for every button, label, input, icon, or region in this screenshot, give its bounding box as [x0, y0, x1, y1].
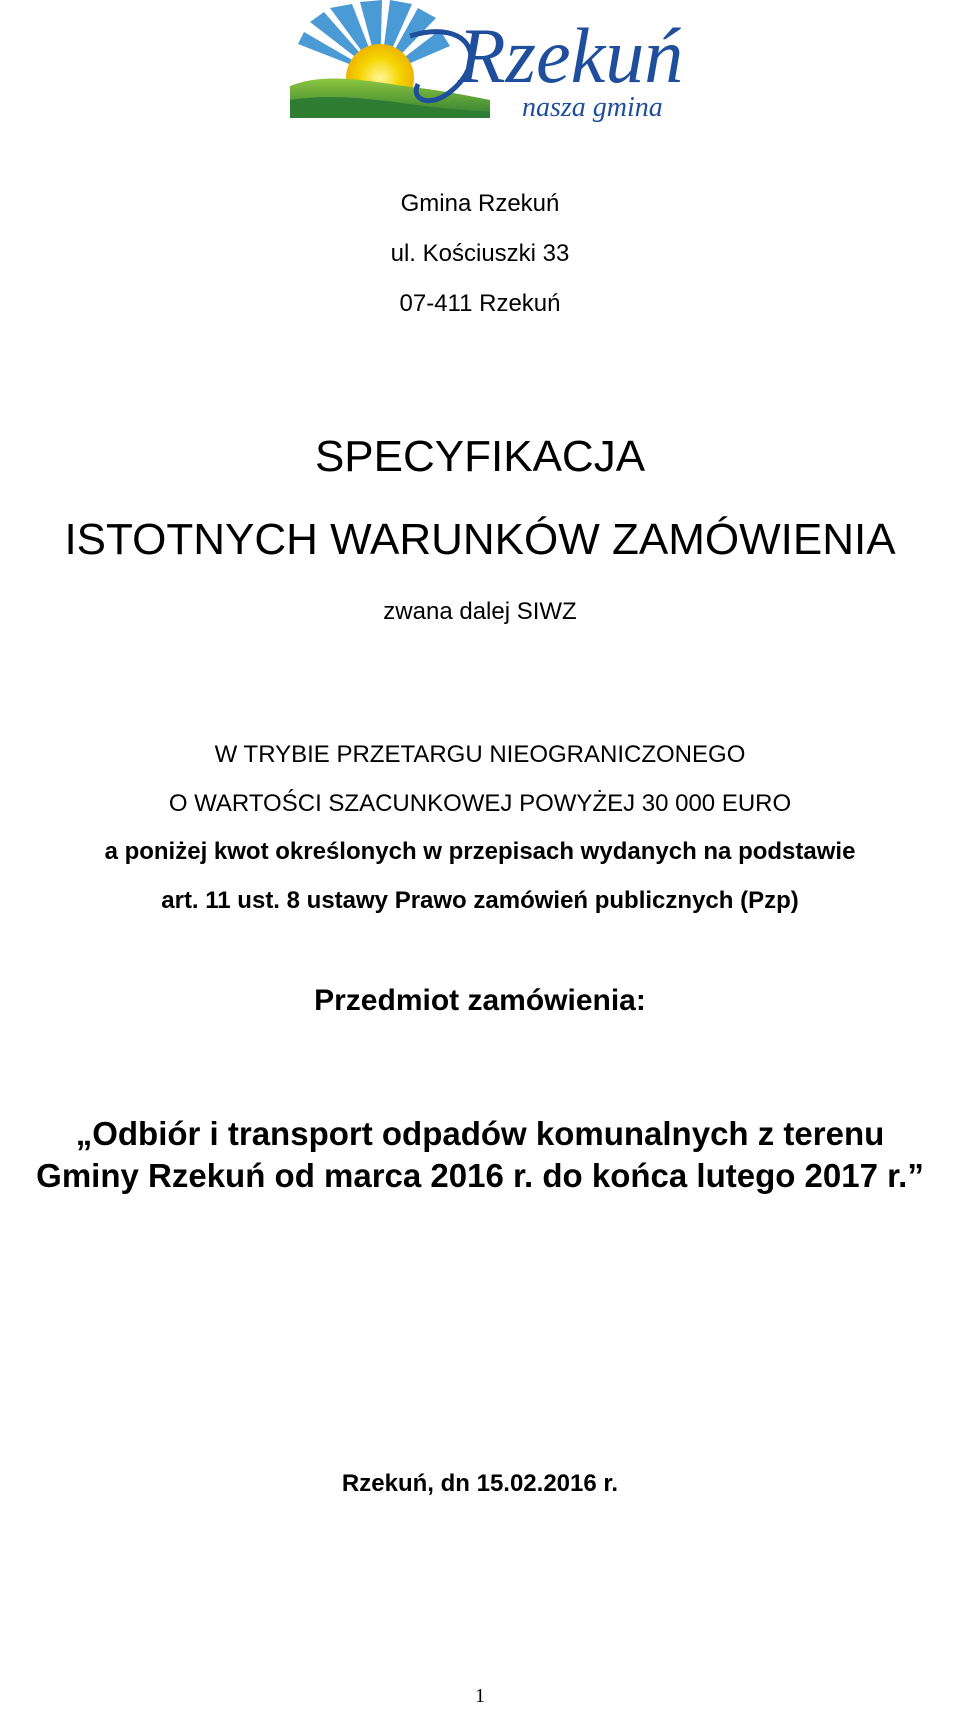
svg-text:Rzekuń: Rzekuń [458, 12, 684, 99]
municipality-logo [290, 0, 706, 128]
logo-emblem [290, 0, 706, 128]
procedure-line-4: art. 11 ust. 8 ustawy Prawo zamówień publicznych (Pzp) [161, 887, 799, 914]
subject-line-2: Gminy Rzekuń od marca 2016 r. do końca lutego 2017 r.” [36, 1157, 924, 1194]
document-abbreviation: zwana dalej SIWZ [383, 598, 577, 625]
address-line-1: Gmina Rzekuń [400, 190, 560, 217]
procedure-line-2: O WARTOŚCI SZACUNKOWEJ POWYŻEJ 30 000 EURO [168, 790, 792, 817]
procedure-line-1: W TRYBIE PRZETARGU NIEOGRANICZONEGO [214, 741, 746, 768]
address-line-2: ul. Kościuszki 33 [390, 240, 570, 267]
document-title-line-2: ISTOTNYCH WARUNKÓW ZAMÓWIENIA [64, 515, 896, 564]
document-date: Rzekuń, dn 15.02.2016 r. [341, 1470, 619, 1497]
procedure-line-3: a poniżej kwot określonych w przepisach wydanych na podstawie [104, 838, 856, 865]
subject-line-1: „Odbiór i transport odpadów komunalnych z terenu [75, 1115, 885, 1152]
address-line-3: 07-411 Rzekuń [399, 290, 561, 317]
document-title-line-1: SPECYFIKACJA [314, 432, 646, 481]
subject-label: Przedmiot zamówienia: [314, 984, 646, 1017]
svg-text:nasza gmina: nasza gmina [522, 92, 663, 123]
page-number: 1 [475, 1685, 485, 1707]
